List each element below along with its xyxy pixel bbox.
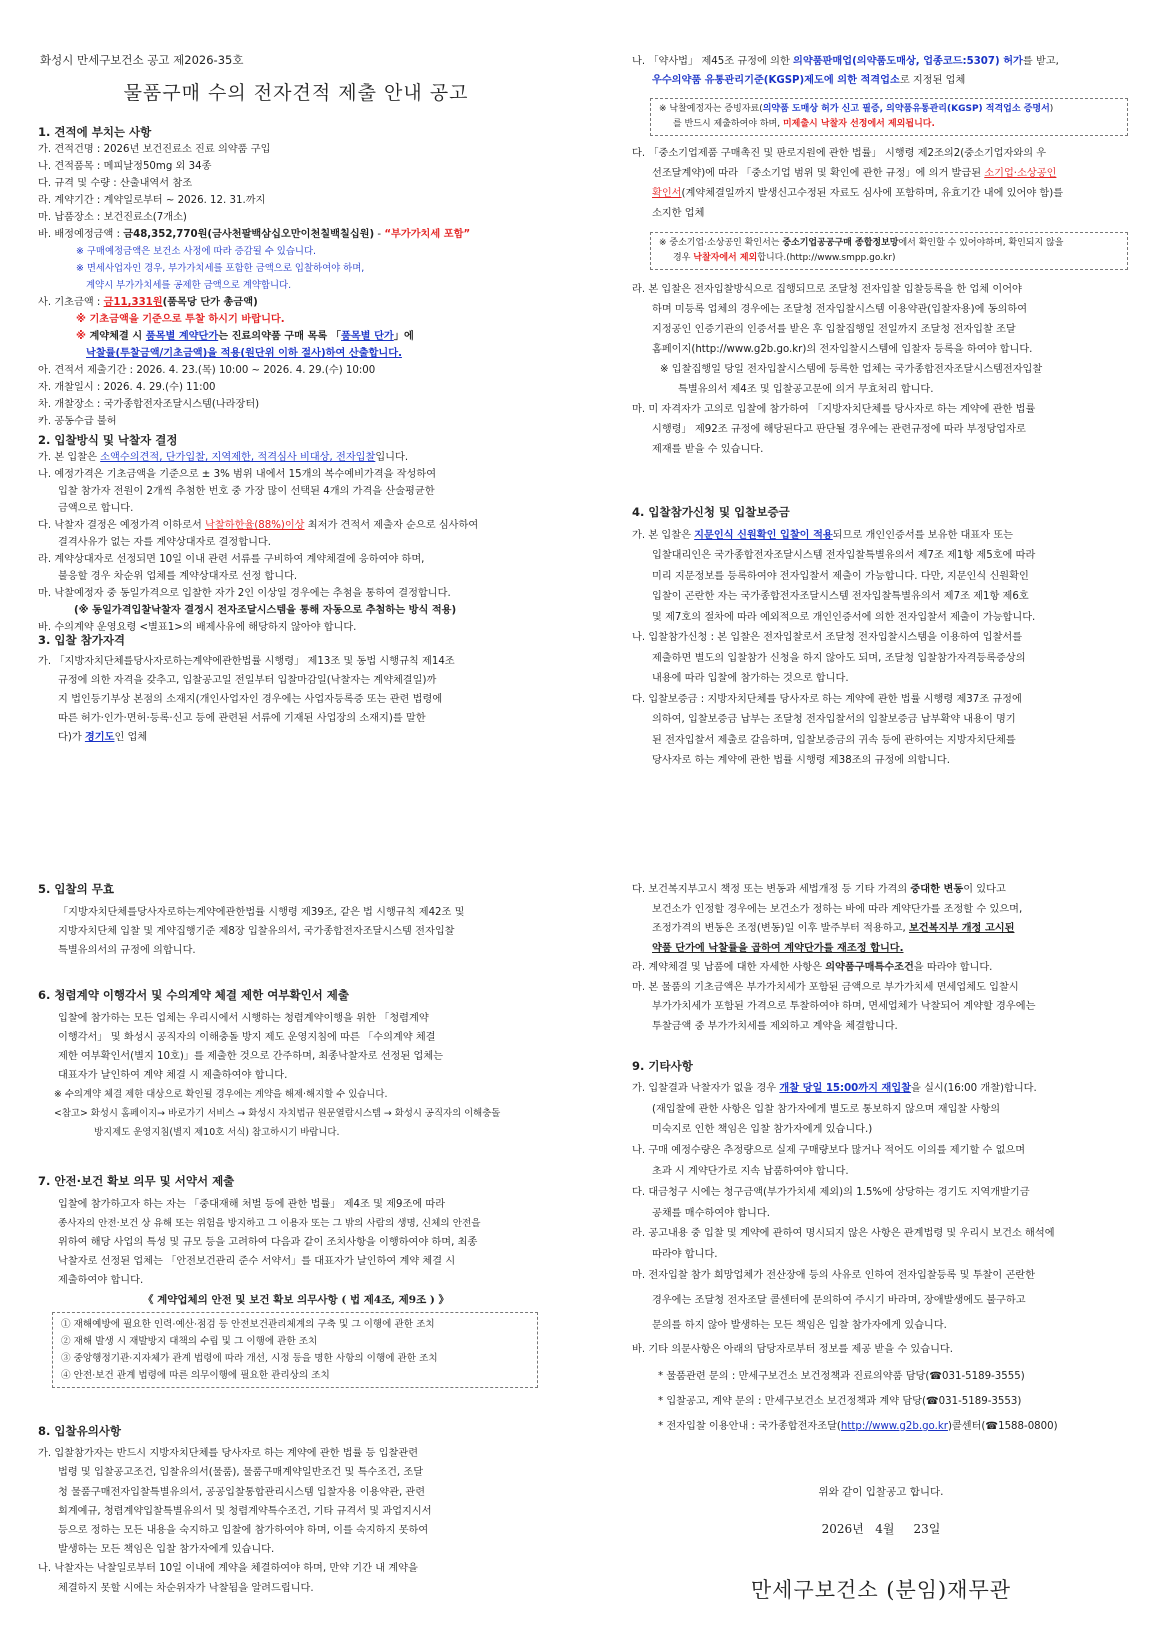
item: 라. 공고내용 중 입찰 및 계약에 관하여 명시되지 않은 사항은 관계법령 및 우리시 보건소 해석에 (632, 1228, 1055, 1240)
item: 마. 전자입찰 참가 희망업체가 전산장애 등의 사유로 인하여 전자입찰등록 및 투찰이 곤란한 (632, 1269, 1035, 1281)
section-8 (38, 1422, 552, 1598)
item-cont: 의하여, 입찰보증금 납부는 조달청 전자입찰서의 입찰보증금 납부확약 내용이 명기 (652, 714, 1016, 725)
note: 특별유의서 제4조 및 입찰공고문에 의거 무효처리 합니다. (678, 384, 934, 395)
obligation-item: ① 재해예방에 필요한 인력·예산·점검 등 안전보건관리체계의 구축 및 그 이행에 관한 조치 (61, 1319, 435, 1330)
item-cont: 당사자로 하는 계약에 관한 법률 시행령 제38조의 규정에 의합니다. (652, 755, 950, 766)
item-cont: 약품 단가에 낙찰률을 곱하여 계약단가를 재조정 합니다. (652, 942, 904, 954)
section-3-item-ra (632, 280, 1130, 460)
item-cont: 체결하지 못할 시에는 차순위자가 낙찰됨을 알려드립니다. (58, 1582, 314, 1594)
item-cont: 된 전자입찰서 제출로 갈음하며, 입찰보증금의 귀속 등에 관하여는 지방자치단체를 (652, 734, 1016, 746)
item: 나. 견적품목 : 메피날정50mg 외 34종 (38, 161, 212, 172)
item: 마. 낙찰예정자 중 동일가격으로 입찰한 자가 2인 이상일 경우에는 추첨을 통하여 결정합니다. (38, 588, 451, 599)
obligation-item: ④ 안전·보건 관계 법령에 따른 의무이행에 필요한 관리상의 조치 (61, 1370, 330, 1381)
item: 다. 규격 및 수량 : 산출내역서 참조 (38, 178, 193, 189)
item: 바. 수의계약 운영요령 <별표1>의 배제사유에 해당하지 않아야 합니다. (38, 622, 357, 633)
item: 라. 계약체결 및 납품에 대한 자세한 사항은 의약품구매특수조건을 따라야 합니다. (632, 962, 993, 973)
item: 나. 입찰참가신청 : 본 입찰은 전자입찰로서 조달청 전자입찰시스템을 이용하여 입찰서를 (632, 632, 1023, 643)
obligation-item: ② 재해 발생 시 재발방지 대책의 수립 및 그 이행에 관한 조치 (61, 1336, 318, 1347)
item-cont: 초과 시 계약단가로 지속 납품하여야 합니다. (652, 1165, 849, 1177)
item-cont: 홈페이지(http://www.g2b.go.kr)의 전자입찰시스템에 입찰자 등록을 하여야 합니다. (652, 344, 1033, 355)
item-cont: 및 제7호의 절차에 따라 예외적으로 개인인증서에 의한 전자입찰서 제출이 가능합니다. (652, 611, 1036, 623)
item: 다. 대금청구 시에는 청구금액(부가가치세 제외)의 1.5%에 상당하는 경기도 지역개발기금 (632, 1186, 1030, 1198)
item: 가. 본 입찰은 지문인식 신원확인 입찰이 적용되므로 개인인증서를 보유한 대표자 또는 (632, 529, 1014, 541)
section-9 (632, 1056, 1130, 1438)
item: 다. 보건복지부고시 책정 또는 변동과 세법개정 등 기타 가격의 중대한 변동이 있다고 (632, 884, 1006, 895)
item: 가. 입찰결과 낙찰자가 없을 경우 개찰 당일 15:00까지 재입찰을 실시(16:00 개찰)합니다. (632, 1082, 1037, 1094)
item: 차. 개찰장소 : 국가종합전자조달시스템(나라장터) (38, 399, 260, 410)
text: 대표자가 날인하여 계약 체결 시 제출하여야 합니다. (58, 1070, 288, 1081)
g2b-link[interactable]: http://www.g2b.go.kr (840, 1420, 948, 1432)
text: 「지방자치단체를당사자로하는계약에관한법률 시행령 제39조, 같은 법 시행규칙 제42조 및 (58, 907, 465, 918)
item: 나. 구매 예정수량은 추정량으로 실제 구매량보다 많거나 적어도 이의를 제기할 수 없으며 (632, 1145, 1026, 1157)
text: 입찰에 참가하고자 하는 자는 「중대재해 처벌 등에 관한 법률」 제4조 및 제9조에 따라 (58, 1199, 446, 1210)
item: 카. 공동수급 불허 (38, 416, 117, 427)
section-2 (38, 432, 552, 636)
notice-date: 2026년 4월 23일 (821, 1522, 941, 1536)
note: ※ 수의계약 체결 제한 대상으로 확인될 경우에는 계약을 해제·해지할 수 있습니다. (54, 1089, 388, 1100)
item-cont: 따른 허가·인가·면허·등록·신고 등에 관련된 서류에 기재된 사업장의 소재지)를 말한 (58, 713, 426, 724)
item-cont: 결격사유가 없는 자를 계약상대자로 결정합니다. (58, 537, 272, 548)
text: 이행각서」 및 화성시 공직자의 이해충돌 방지 제도 운영지침에 따른 「수의계약 체결 (58, 1032, 436, 1043)
contact-line: * 전자입찰 이용안내 : 국가종합전자조달(http://www.g2b.go.kr)콜센터(☎1588-0800) (658, 1420, 1058, 1432)
item: 마. 납품장소 : 보건진료소(7개소) (38, 212, 187, 223)
note: ※ 구매예정금액은 보건소 사정에 따라 증감될 수 있습니다. (76, 246, 316, 257)
item-cont: 시행령」 제92조 규정에 해당된다고 판단될 경우에는 관련규정에 따라 부정당업자로 (652, 424, 1026, 435)
item-cont: 지 법인등기부상 본점의 소재지(개인사업자인 경우에는 사업자등록증 또는 관련 법령에 (58, 694, 443, 705)
item: 가. 입찰참가자는 반드시 지방자치단체를 당사자로 하는 계약에 관한 법률 등 입찰관련 (38, 1448, 419, 1460)
section-heading: 5. 입찰의 무효 (38, 882, 114, 896)
issuer-name: 만세구보건소 (분임)재무관 (750, 1578, 1012, 1602)
section-6 (38, 986, 552, 1142)
item-cont: 따라야 합니다. (652, 1249, 718, 1261)
item-cont: 하며 미등록 업체의 경우에는 조달청 전자입찰시스템 이용약관(입찰자용)에 동의하여 (652, 304, 1028, 315)
item: 가. 「지방자치단체를당사자로하는계약에관한법률 시행령」 제13조 및 동법 시행규칙 제14조 (38, 656, 455, 667)
section-1 (38, 124, 552, 430)
item-cont: 확인서(계약체결일까지 발생신고수정된 자료도 심사에 포함하며, 유효기간 내에 있어야 함)를 (652, 188, 1064, 199)
item-cont: 입찰 참가자 전원이 2개씩 추첨한 번호 중 가장 많이 선택된 4개의 가격을 산술평균한 (58, 486, 435, 497)
item-cont: (재입찰에 관한 사항은 입찰 참가자에게 별도로 통보하지 않으며 재입찰 사항의 (652, 1103, 1001, 1115)
section-heading: 4. 입찰참가신청 및 입찰보증금 (632, 505, 790, 519)
section-3-item-da (632, 144, 1130, 224)
notice-box: ※ 중소기업·소상공인 확인서는 중소기업공공구매 종합정보망에서 확인할 수 있어야하며, 확인되지 않을 경우 낙찰자에서 제외합니다.(http://www.smpp.go.kr) (650, 232, 1128, 270)
item-cont: 금액으로 합니다. (58, 503, 134, 514)
closing-text: 위와 같이 입찰공고 합니다. (818, 1486, 944, 1498)
item: 마. 본 물품의 기초금액은 부가가치세가 포함된 금액으로 부가가치세 면세업체도 입찰시 (632, 981, 1019, 993)
note: 계약시 부가가치세를 공제한 금액으로 계약합니다. (86, 280, 292, 291)
item: 라. 본 입찰은 전자입찰방식으로 집행되므로 조달청 전자입찰 입찰등록을 한 업체 이어야 (632, 284, 1022, 295)
item-cont: 규정에 의한 자격을 갖추고, 입찰공고일 전일부터 입찰마감일(낙찰자는 계약체결일)까 (58, 675, 437, 686)
item-budget: 바. 배정예정금액 : 금48,352,770원(금사천팔백삼십오만이천칠백칠십원) - “부가가치세 포함” (38, 229, 471, 240)
text: 제출하여야 합니다. (58, 1275, 144, 1286)
item: 라. 계약기간 : 계약일로부터 ~ 2026. 12. 31.까지 (38, 195, 266, 206)
text: 제한 여부확인서(별지 10호)」를 제출한 것으로 간주하며, 최종낙찰자로 선정된 업체는 (58, 1051, 443, 1062)
item: 자. 개찰일시 : 2026. 4. 29.(수) 11:00 (38, 382, 216, 393)
item-cont: 소지한 업체 (652, 208, 705, 219)
item-cont: 법령 및 입찰공고조건, 입찰유의서(물품), 물품구매계약일반조건 및 특수조건, 조달 (58, 1467, 424, 1479)
item: 라. 계약상대자로 선정되면 10일 이내 관련 서류를 구비하여 계약체결에 응하여야 하며, (38, 554, 425, 565)
note: ※ 기초금액을 기준으로 투찰 하시기 바랍니다. (76, 314, 285, 325)
note: ※ 계약체결 시 품목별 계약단가는 진료의약품 구매 목록 「품목별 단가」에 (76, 331, 414, 342)
item-cont: 경우에는 조달청 전자조달 콜센터에 문의하여 주시기 바라며, 장애발생에도 불구하고 (652, 1294, 1026, 1306)
section-heading: 6. 청렴계약 이행각서 및 수의계약 체결 제한 여부확인서 제출 (38, 988, 350, 1002)
note: 방지제도 운영지침(별지 제10호 서식) 참고하시기 바랍니다. (94, 1127, 340, 1138)
item-cont: 보건소가 인정할 경우에는 보건소가 정하는 바에 따라 계약단가를 조정할 수 있으며, (652, 903, 1023, 915)
section-heading: 7. 안전·보건 확보 의무 및 서약서 제출 (38, 1174, 235, 1188)
section-heading: 3. 입찰 참가자격 (38, 633, 126, 647)
section-3 (38, 631, 552, 747)
item-cont: 회계예규, 청렴계약입찰특별유의서 및 청렴계약특수조건, 기타 규격서 및 과업지시서 (58, 1505, 432, 1517)
item: 마. 미 자격자가 고의로 입찰에 참가하여 「지방자치단체를 당사자로 하는 계약에 관한 법률 (632, 404, 1036, 415)
text: 특별유의서의 규정에 의합니다. (58, 945, 196, 956)
text: 낙찰자로 선정된 업체는 「안전보건관리 준수 서약서」를 대표자가 날인하여 계약 체결 시 (58, 1256, 456, 1267)
section-heading: 2. 입찰방식 및 낙찰자 결정 (38, 433, 178, 447)
item-cont: 미숙지로 인한 책임은 입찰 참가자에게 있습니다.) (652, 1124, 873, 1136)
text: 위하여 해당 사업의 특성 및 규모 등을 고려하여 다음과 같이 조치사항을 이행하여야 하며, 최종 (58, 1237, 478, 1248)
item-cont: 지정공인 인증기관의 인증서를 받은 후 입찰집행일 전일까지 조달청 전자입찰 조달 (652, 324, 1016, 335)
item: 가. 본 입찰은 소액수의견적, 단가입찰, 지역제한, 적격심사 비대상, 전자입찰입니다. (38, 452, 409, 463)
text: 지방자치단체 입찰 및 계약집행기준 제8장 입찰유의서, 국가종합전자조달시스템 전자입찰 (58, 926, 455, 937)
text: 종사자의 안전·보건 상 유해 또는 위험을 방지하고 그 이용자 또는 그 밖의 사람의 생명, 신체의 안전을 (58, 1218, 481, 1229)
item-cont: 미리 지문정보를 등록하여야 전자입찰서 제출이 가능합니다. 다만, 지문인식 신원확인 (652, 570, 1029, 582)
item: 나. 낙찰자는 낙찰일로부터 10일 이내에 계약을 체결하여야 하며, 만약 기간 내 계약을 (38, 1563, 418, 1575)
item-cont: 입찰이 곤란한 자는 국가종합전자조달시스템 전자입찰특별유의서 제7조 제1항 제6호 (652, 591, 1029, 602)
doc-number: 화성시 만세구보건소 공고 제2026-35호 (40, 53, 244, 67)
item-cont: 공채를 매수하여야 합니다. (652, 1207, 770, 1219)
section-8-cont (632, 880, 1130, 1036)
item-cont: (※ 동일가격입찰낙찰자 결정시 전자조달시스템을 통해 자동으로 추첨하는 방식 적용) (74, 605, 457, 616)
item-cont: 부가가치세가 포함된 가격으로 투찰하여야 하며, 면세업체가 낙찰되어 계약할 경우에는 (652, 1001, 1036, 1012)
item-cont: 불응할 경우 차순위 업체를 계약상대자로 선정 합니다. (58, 571, 298, 582)
obligation-box (52, 1312, 538, 1388)
item-cont: 제출하면 별도의 입찰참가 신청을 하지 않아도 되며, 조달청 입찰참가자격등록증상의 (652, 652, 1026, 664)
section-heading: 1. 견적에 부치는 사항 (38, 125, 152, 139)
section-4 (632, 502, 1130, 772)
contact-line: * 입찰공고, 계약 문의 : 만세구보건소 보건정책과 계약 담당(☎031-5189-3553) (658, 1395, 1022, 1407)
item: 다. 「중소기업제품 구매촉진 및 판로지원에 관한 법률」 시행령 제2조의2(중소기업자와의 우 (632, 148, 1047, 159)
item: 나. 「약사법」 제45조 규정에 의한 의약품판매업(의약품도매상, 업종코드:5307) 허가를 받고, (632, 56, 1059, 67)
item-cont: 조정가격의 변동은 조정(변동)일 이후 발주부터 적용하고, 보건복지부 개정 고시된 (652, 923, 1015, 934)
note: ※ 입찰집행일 당일 전자입찰시스템에 등록한 업체는 국가종합전자조달시스템전자입찰 (660, 364, 1043, 375)
item-cont: 다)가 경기도인 업체 (58, 732, 148, 743)
section-heading: 8. 입찰유의사항 (38, 1424, 122, 1438)
note: 낙찰률(투찰금액/기초금액)을 적용(원단위 이하 절사)하여 산출합니다. (86, 348, 402, 359)
item-cont: 발생하는 모든 책임은 입찰 참가자에게 있습니다. (58, 1544, 275, 1556)
item-cont: 문의를 하지 않아 발생하는 모든 책임은 입찰 참가자에게 있습니다. (652, 1319, 947, 1331)
item: 아. 견적서 제출기간 : 2026. 4. 23.(목) 10:00 ~ 2026. 4. 29.(수) 10:00 (38, 365, 376, 376)
item-cont: 제재를 받을 수 있습니다. (652, 444, 764, 455)
obligation-box-title: 《 계약업체의 안전 및 보건 확보 의무사항 ( 법 제4조, 제9조 ) 》 (142, 1294, 450, 1306)
page-title: 물품구매 수의 전자견적 제출 안내 공고 (123, 82, 469, 104)
item: 나. 예정가격은 기초금액을 기준으로 ± 3% 범위 내에서 15개의 복수예비가격을 작성하여 (38, 469, 437, 480)
item-cont: 투찰금액 중 부가가치세를 제외하고 계약을 체결합니다. (652, 1020, 898, 1032)
item: 다. 낙찰자 결정은 예정가격 이하로서 낙찰하한율(88%)이상 최저가 견적서 제출자 순으로 심사하여 (38, 520, 479, 531)
item-cont: 등으로 정하는 모든 내용을 숙지하고 입찰에 참가하여야 하며, 이를 숙지하지 못하여 (58, 1525, 429, 1537)
contact-line: * 물품관련 문의 : 만세구보건소 보건정책과 진료의약품 담당(☎031-5189-3555) (658, 1371, 1025, 1383)
section-heading: 9. 기타사항 (632, 1059, 693, 1073)
item-cont: 입찰대리인은 국가종합전자조달시스템 전자입찰특별유의서 제7조 제1항 제5호에 따라 (652, 550, 1036, 561)
item-cont: 선조달계약)에 따라 「중소기업 범위 및 확인에 관한 규정」에 의거 발급된 소기업·소상공인 (652, 168, 1057, 179)
item-cont: 내용에 따라 입찰에 참가하는 것으로 합니다. (652, 673, 849, 684)
item: 바. 기타 의문사항은 아래의 담당자로부터 정보를 제공 받을 수 있습니다. (632, 1344, 954, 1356)
notice-box: ※ 낙찰예정자는 증빙자료(의약품 도매상 허가 신고 필증, 의약품유통관리(KGSP) 적격업소 증명서) 를 반드시 제출하여야 하며, 미제출시 낙찰자 선정에서 제외됩니다. (650, 98, 1128, 136)
item-base-amount: 사. 기초금액 : 금11,331원(품목당 단가 총금액) (38, 297, 258, 308)
obligation-item: ③ 중앙행정기관·지자체가 관계 법령에 따라 개선, 시정 등을 명한 사항의 이행에 관한 조치 (61, 1353, 438, 1364)
item-cont: 청 물품구매전자입찰특별유의서, 공공입찰통합관리시스템 입찰자용 이용약관, 관련 (58, 1486, 426, 1498)
text: 입찰에 참가하는 모든 업체는 우리시에서 시행하는 청렴계약이행을 위한 「청렴계약 (58, 1013, 429, 1024)
section-3-cont (632, 52, 1130, 90)
note: <참고> 화성시 홈페이지→ 바로가기 서비스 → 화성시 자치법규 원문열람시스템 → 화성시 공직자의 이해충돌 (54, 1108, 501, 1119)
section-5 (38, 880, 552, 960)
item: 가. 견적건명 : 2026년 보건진료소 진료 의약품 구입 (38, 144, 271, 155)
note: ※ 면세사업자인 경우, 부가가치세를 포함한 금액으로 입찰하여야 하며, (76, 263, 365, 274)
section-7 (38, 1172, 552, 1290)
item: 다. 입찰보증금 : 지방자치단체를 당사자로 하는 계약에 관한 법률 시행령 제37조 규정에 (632, 693, 1022, 705)
item-cont: 우수의약품 유통관리기준(KGSP)제도에 의한 적격업소로 지정된 업체 (652, 75, 966, 86)
